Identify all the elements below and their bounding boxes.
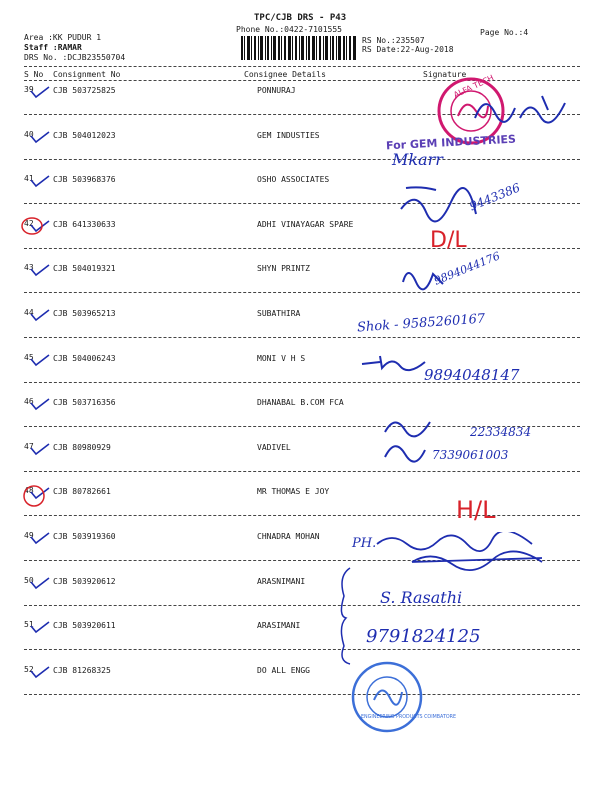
signature-shyn [398,262,448,296]
row-divider [24,203,580,204]
row-number: 44 [24,308,34,317]
moni-phone: 9894048147 [424,366,520,384]
consignment-number: CJB 503725825 [53,86,116,95]
drs-number: DRS No. :DCJB23550704 [24,53,126,62]
col-sno: S No [24,70,44,79]
page-number: Page No.:4 [480,28,529,37]
row-number: 52 [24,664,34,674]
row-divider [24,605,580,606]
consignment-number: CJB 81268325 [53,665,111,675]
bottom-stamp-text: ENGINEERING PRODUCTS COIMBATORE [361,714,457,720]
bracket-50-51 [336,566,356,670]
consignment-number: CJB 80782661 [53,487,111,497]
row-number: 46 [24,397,34,407]
consignment-number: CJB 503965213 [53,309,116,318]
signature-vadivel [380,412,460,476]
row-divider [24,114,580,115]
consignee-name: ARASNIMANI [257,576,306,586]
gem-signature: Mkarr [392,150,443,169]
chnadra-note: PH. [352,536,377,551]
consignment-number: CJB 503919360 [53,532,116,541]
consignee-name: GEM INDUSTIES [257,130,320,140]
row-number: 48 [24,486,34,496]
row-divider [24,515,580,516]
area-label: Area :KK PUDUR 1 [24,33,102,42]
consignee-name: OSHO ASSOCIATES [257,175,330,185]
consignment-number: CJB 504006243 [53,353,116,363]
row-divider [24,292,580,293]
row-divider [24,248,580,249]
header-divider-bottom [24,80,580,81]
consignee-name: DO ALL ENGG [257,665,310,675]
row-number: 45 [24,352,34,362]
row-divider [24,471,580,472]
consignee-name: MR THOMAS E JOY [257,487,330,497]
consignment-number: CJB 503716356 [53,398,116,408]
col-consignment: Consignment No [53,70,121,79]
alfa-stamp [436,76,506,146]
consignment-number: CJB 641330633 [53,219,116,229]
consignee-name: ARASIMANI [257,621,301,631]
scribble-chnadra [372,532,562,586]
shyn-phone: 9894044176 [432,249,502,288]
consignment-number: CJB 503968376 [53,175,116,185]
col-consignee: Consignee Details [244,70,326,79]
row-number: 39 [24,85,34,94]
signature-ponnuraj [470,88,580,137]
bottom-stamp [350,660,424,734]
phone-number: Phone No.:0422-7101555 [236,25,342,34]
row-number: 49 [24,531,34,540]
consignee-name: SHYN PRINTZ [257,264,310,274]
consignment-number: CJB 80980929 [53,442,111,452]
osho-phone: 9443386 [467,180,523,214]
consignment-number: CJB 504019321 [53,264,116,274]
rasathi-phone: 9791824125 [366,626,481,647]
consignee-name: ADHI VINAYAGAR SPARE [257,219,354,229]
row-divider [24,560,580,561]
rasathi-name: S. Rasathi [380,588,463,607]
consignee-name: PONNURAJ [257,86,296,95]
staff-label: Staff :RAMAR [24,43,82,52]
hl-note: H/L [456,496,496,524]
vadivel-phone2: 7339061003 [432,448,509,462]
row-divider [24,159,580,160]
consignee-name: DHANABAL B.COM FCA [257,398,344,408]
signature-moni [360,352,430,376]
barcode [241,36,357,60]
signature-osho [396,184,486,228]
row-divider [24,426,580,427]
row-number: 41 [24,174,34,184]
header-divider-top [24,66,580,67]
row-number: 40 [24,129,34,139]
row-number: 47 [24,441,34,451]
subathira-note: Shok - 9585260167 [356,311,486,336]
row-divider [24,382,580,383]
document-title: TPC/CJB DRS - P43 [254,13,347,23]
rs-date: RS Date:22-Aug-2018 [362,45,454,54]
consignee-name: MONI V H S [257,353,306,363]
consignee-name: VADIVEL [257,442,291,452]
dl-note: D/L [430,228,467,253]
col-signature: Signature [423,70,467,79]
consignee-name: CHNADRA MOHAN [257,532,320,541]
row-number: 43 [24,263,34,273]
vadivel-phone1: 22334834 [470,425,532,439]
consignment-number: CJB 504012023 [53,130,116,140]
row-divider [24,649,580,650]
row-divider [24,337,580,338]
row-number: 42 [24,218,34,228]
row-divider [24,694,580,695]
consignment-number: CJB 503920611 [53,621,116,631]
row-number: 50 [24,575,34,585]
row-number: 51 [24,620,34,630]
gem-stamp: For GEM INDUSTRIES [385,132,517,153]
consignee-name: SUBATHIRA [257,309,301,318]
consignment-number: CJB 503920612 [53,576,116,586]
rs-number: RS No.:235507 [362,36,425,45]
alfa-stamp-text: ALFA TECH [452,73,496,100]
